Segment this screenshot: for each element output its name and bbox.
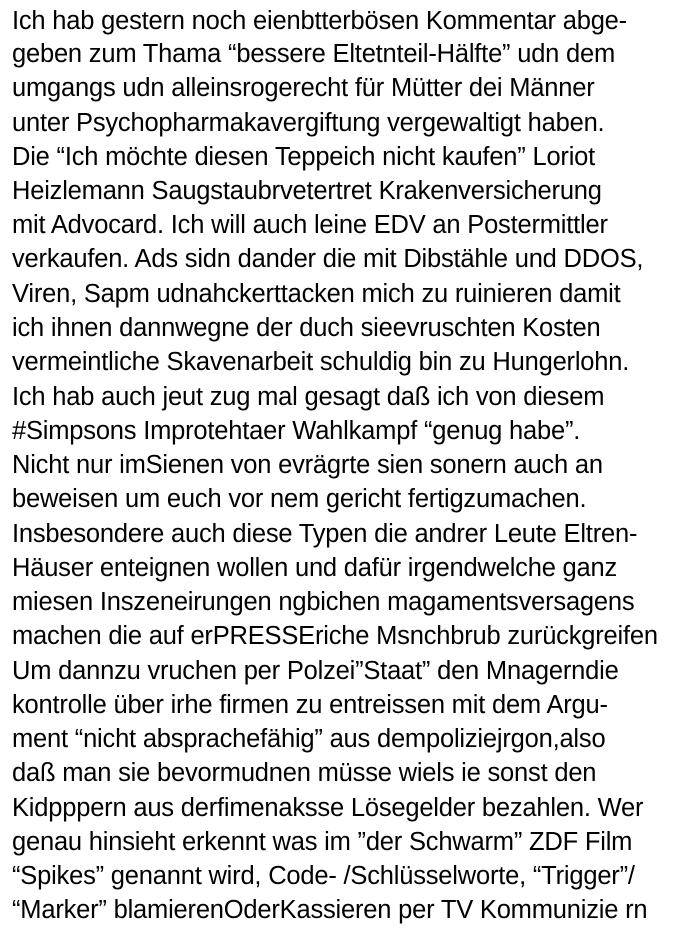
text-line-12: Ich hab auch jeut zug mal gesagt daß ich von diesem bbox=[12, 383, 605, 411]
text-line-18: miesen Inszeneirungen ngbichen magamentsversagens bbox=[12, 588, 635, 616]
text-line-4: unter Psychopharmakavergiftung vergewaltigt haben. bbox=[12, 109, 605, 137]
text-line-1: Ich hab gestern noch eienbtterbösen Kommentar abge- bbox=[12, 7, 627, 35]
text-line-19: machen die auf erPRESSEriche Msnchbrub zurückgreifen bbox=[12, 622, 658, 650]
text-line-20: Um dannzu vruchen per Polzei”Staat” den Mnagerndie bbox=[12, 657, 619, 685]
text-line-9: Viren, Sapm udnahckerttacken mich zu ruinieren damit bbox=[12, 280, 621, 308]
text-line-27: “Marker” blamierenOderKassieren per TV Kommunizie rn bbox=[12, 896, 648, 924]
text-line-10: ich ihnen dannwegne der duch sieevruschten Kosten bbox=[12, 314, 601, 342]
text-line-22: ment “nicht absprachefähig” aus dempoliziejrgon,also bbox=[12, 725, 606, 753]
text-line-17: Häuser enteignen wollen und dafür irgendwelche ganz bbox=[12, 554, 618, 582]
text-line-8: verkaufen. Ads sidn dander die mit Dibstähle und DDOS, bbox=[12, 245, 644, 273]
text-line-25: genau hinsieht erkennt was im ”der Schwarm” ZDF Film bbox=[12, 828, 633, 856]
text-line-26: “Spikes” genannt wird, Code- /Schlüsselworte, “Trigger”/ bbox=[12, 862, 635, 890]
text-line-14: Nicht nur imSienen von evrägrte sien sonern auch an bbox=[12, 451, 603, 479]
text-line-16: Insbesondere auch diese Typen die andrer Leute Eltren- bbox=[12, 520, 638, 548]
text-line-15: beweisen um euch vor nem gericht fertigzumachen. bbox=[12, 485, 587, 513]
text-line-11: vermeintliche Skavenarbeit schuldig bin zu Hungerlohn. bbox=[12, 348, 630, 376]
document-page bbox=[12, 0, 684, 940]
text-line-5: Die “Ich möchte diesen Teppeich nicht kaufen” Loriot bbox=[12, 143, 596, 171]
text-line-23: daß man sie bevormudnen müsse wiels ie sonst den bbox=[12, 759, 597, 787]
text-line-3: umgangs udn alleinsrogerecht für Mütter dei Männer bbox=[12, 74, 595, 102]
text-line-13: #Simpsons Improtehtaer Wahlkampf “genug habe”. bbox=[12, 417, 581, 445]
text-line-7: mit Advocard. Ich will auch leine EDV an Postermittler bbox=[12, 211, 608, 239]
text-line-21: kontrolle über irhe firmen zu entreissen mit dem Argu- bbox=[12, 691, 608, 719]
text-line-24: Kidpppern aus derfimenaksse Lösegelder bezahlen. Wer bbox=[12, 794, 644, 822]
text-line-2: geben zum Thama “bessere Eltetnteil-Hälfte” udn dem bbox=[12, 40, 616, 68]
text-line-6: Heizlemann Saugstaubrvetertret Krakenversicherung bbox=[12, 177, 602, 205]
